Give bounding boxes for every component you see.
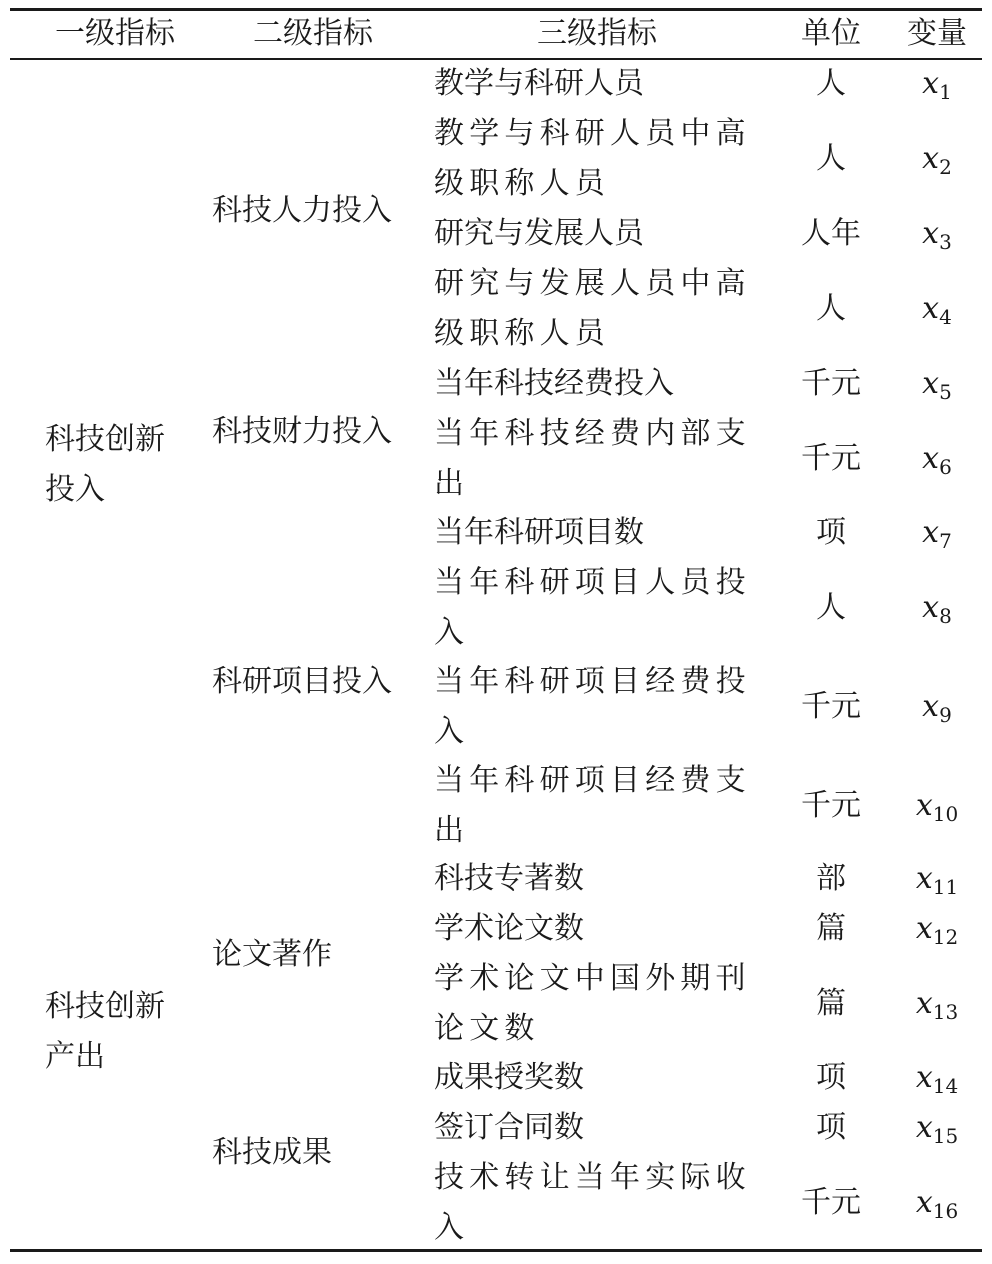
unit-cell: 千元 bbox=[801, 1185, 861, 1220]
unit-cell: 千元 bbox=[801, 366, 861, 401]
variable-cell: $x_{10}$ bbox=[915, 788, 959, 826]
variable-cell: $x_4$ bbox=[922, 291, 952, 329]
header-level2: 二级指标 bbox=[253, 16, 373, 51]
level2-papers: 论文著作 bbox=[212, 937, 332, 972]
variable-cell: $x_{15}$ bbox=[915, 1110, 959, 1148]
variable-cell: $x_6$ bbox=[922, 441, 952, 479]
indicator-cell: 教学与科研人员中高 级职称人员 bbox=[434, 116, 751, 201]
variable-cell: $x_{11}$ bbox=[915, 861, 959, 899]
unit-cell: 项 bbox=[816, 1110, 846, 1145]
indicator-cell: 当年科技经费投入 bbox=[434, 366, 674, 401]
variable-cell: $x_1$ bbox=[922, 66, 952, 104]
unit-cell: 人 bbox=[816, 291, 846, 326]
header-variable: 变量 bbox=[907, 16, 967, 51]
level2-human: 科技人力投入 bbox=[212, 193, 392, 228]
indicator-cell: 当年科研项目经费支 出 bbox=[434, 763, 751, 848]
unit-cell: 千元 bbox=[801, 788, 861, 823]
level2-finance: 科技财力投入 bbox=[212, 414, 392, 449]
level2-project: 科研项目投入 bbox=[212, 664, 392, 699]
unit-cell: 人 bbox=[816, 590, 846, 625]
indicator-cell: 当年科技经费内部支 出 bbox=[434, 416, 751, 501]
indicator-cell: 成果授奖数 bbox=[434, 1060, 584, 1095]
indicator-cell: 研究与发展人员 bbox=[434, 216, 644, 251]
unit-cell: 篇 bbox=[816, 986, 846, 1021]
level1-input: 科技创新投入 bbox=[45, 422, 165, 507]
indicator-cell: 当年科研项目数 bbox=[434, 515, 644, 550]
indicator-cell: 科技专著数 bbox=[434, 861, 584, 896]
variable-cell: $x_3$ bbox=[922, 216, 952, 254]
variable-cell: $x_{13}$ bbox=[915, 986, 959, 1024]
header-level3: 三级指标 bbox=[537, 16, 657, 51]
unit-cell: 人年 bbox=[801, 216, 861, 251]
variable-cell: $x_5$ bbox=[922, 366, 952, 404]
unit-cell: 项 bbox=[816, 515, 846, 550]
unit-cell: 部 bbox=[816, 861, 846, 896]
indicator-cell: 学术论文中国外期刊 论文数 bbox=[434, 961, 751, 1046]
level2-achievements: 科技成果 bbox=[212, 1135, 332, 1170]
variable-cell: $x_{16}$ bbox=[915, 1185, 959, 1223]
indicator-cell: 当年科研项目经费投 入 bbox=[434, 664, 751, 749]
unit-cell: 篇 bbox=[816, 911, 846, 946]
indicator-cell: 研究与发展人员中高 级职称人员 bbox=[434, 266, 751, 351]
header-unit: 单位 bbox=[801, 16, 861, 51]
indicator-cell: 当年科研项目人员投 入 bbox=[434, 565, 751, 650]
variable-cell: $x_{14}$ bbox=[915, 1060, 959, 1098]
indicator-cell: 签订合同数 bbox=[434, 1110, 584, 1145]
indicator-cell: 学术论文数 bbox=[434, 911, 584, 946]
level1-output: 科技创新产出 bbox=[45, 989, 165, 1074]
variable-cell: $x_{12}$ bbox=[915, 911, 959, 949]
indicator-cell: 教学与科研人员 bbox=[434, 66, 644, 101]
variable-cell: $x_8$ bbox=[922, 590, 952, 628]
variable-cell: $x_7$ bbox=[922, 515, 952, 553]
variable-cell: $x_2$ bbox=[922, 141, 952, 179]
unit-cell: 千元 bbox=[801, 441, 861, 476]
unit-cell: 人 bbox=[816, 66, 846, 101]
variable-cell: $x_9$ bbox=[922, 689, 952, 727]
unit-cell: 千元 bbox=[801, 689, 861, 724]
unit-cell: 人 bbox=[816, 141, 846, 176]
unit-cell: 项 bbox=[816, 1060, 846, 1095]
header-level1: 一级指标 bbox=[55, 16, 175, 51]
indicator-cell: 技术转让当年实际收 入 bbox=[434, 1160, 751, 1245]
